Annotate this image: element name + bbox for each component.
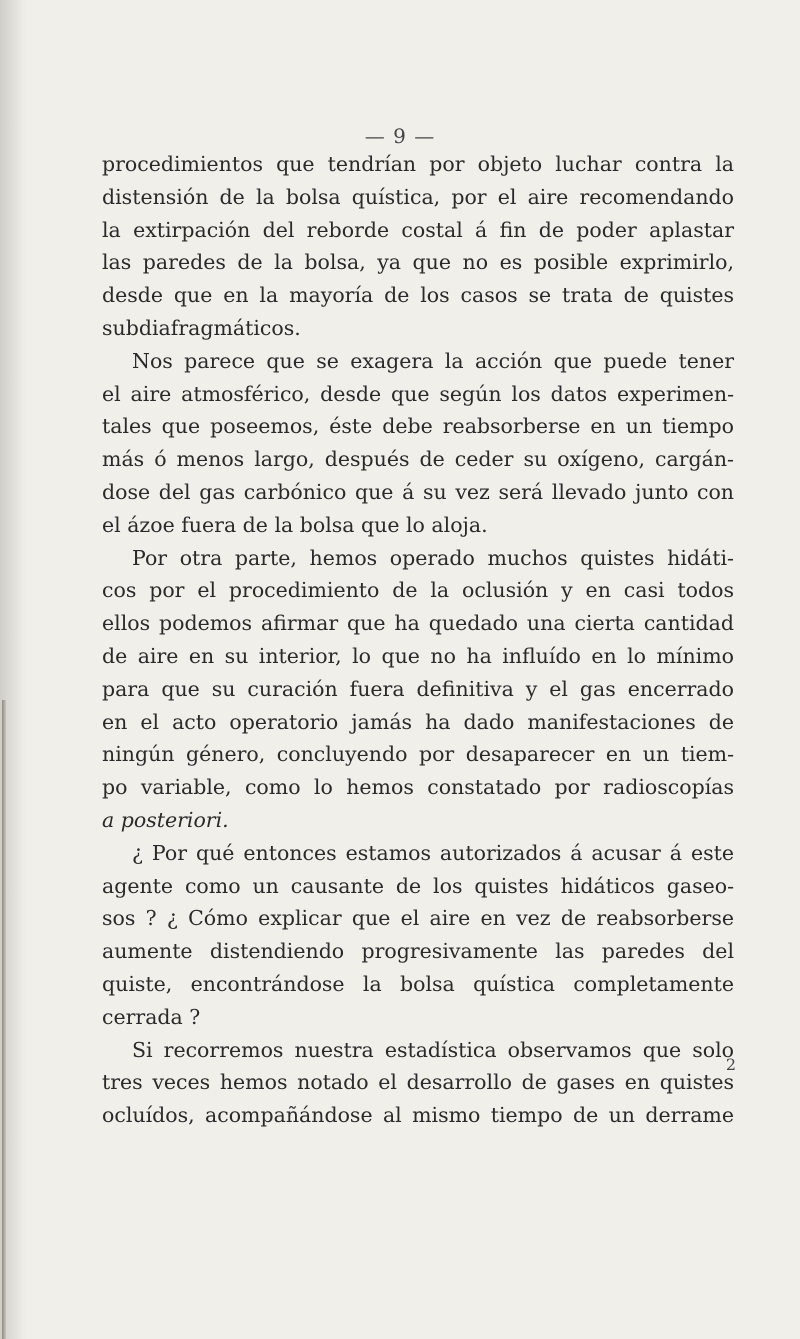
text-line: ningún género, concluyendo por desaparecer en un tiem- [102,742,734,767]
text-line: el aire atmosférico, desde que según los datos experimen- [102,381,734,406]
text-line: agente como un causante de los quistes hidáticos gaseo- [102,873,734,898]
text-line: de aire en su interior, lo que no ha influído en lo mínimo [102,643,734,668]
text-line: tales que poseemos, éste debe reabsorberse en un tiempo [102,414,734,439]
text-line: para que su curación fuera definitiva y el gas encerrado [102,676,734,701]
text-line: la extirpación del reborde costal á fin de poder aplastar [102,217,734,242]
text-line: desde que en la mayoría de los casos se trata de quistes [102,283,734,308]
text-line: Nos parece que se exagera la acción que puede tener [132,348,734,373]
text-line: tres veces hemos notado el desarrollo de gases en quistes [102,1070,734,1095]
text-line: ellos podemos afirmar que ha quedado una cierta cantidad [102,611,734,636]
binding-edge [2,700,6,1339]
page-number: — 9 — [364,124,436,148]
text-line: cos por el procedimiento de la oclusión y en casi todos [102,578,734,603]
text-line: distensión de la bolsa quística, por el aire recomendando [102,184,734,209]
text-line: a posteriori. [102,807,229,832]
text-line: aumente distendiendo progresivamente las paredes del [102,939,734,964]
text-line: ocluídos, acompañándose al mismo tiempo de un derrame [102,1103,734,1128]
signature-mark: 2 [725,1055,736,1074]
text-line: más ó menos largo, después de ceder su oxígeno, cargán- [102,447,734,472]
text-line: el ázoe fuera de la bolsa que lo aloja. [102,512,488,537]
text-line: sos ? ¿ Cómo explicar que el aire en vez de reabsorberse [102,906,734,931]
text-line: Si recorremos nuestra estadística observamos que solo [132,1037,734,1062]
text-line: en el acto operatorio jamás ha dado manifestaciones de [102,709,734,734]
text-line: dose del gas carbónico que á su vez será llevado junto con [102,479,734,504]
text-line: procedimientos que tendrían por objeto luchar contra la [102,152,734,176]
text-line: ¿ Por qué entonces estamos autorizados á acusar á este [132,840,734,865]
text-line: Por otra parte, hemos operado muchos quistes hidáti- [132,545,734,570]
text-line: las paredes de la bolsa, ya que no es posible exprimirlo, [102,250,734,275]
page-body [102,148,734,1132]
text-line: po variable, como lo hemos constatado por radioscopías [102,775,734,800]
text-line: subdiafragmáticos. [102,315,301,340]
text-line: cerrada ? [102,1004,201,1029]
text-line: quiste, encontrándose la bolsa quística completamente [102,971,734,996]
